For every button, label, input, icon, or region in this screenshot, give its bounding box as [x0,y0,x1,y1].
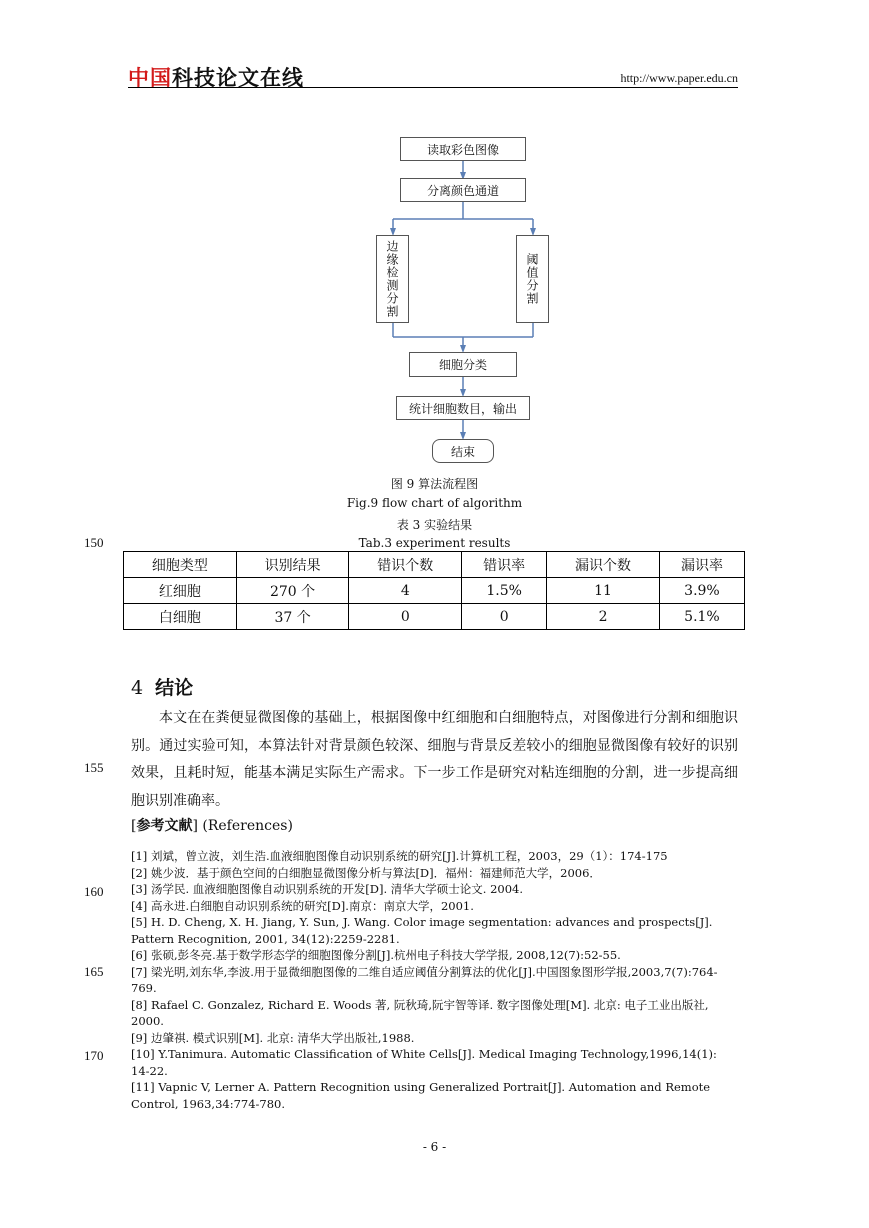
figure-caption-en: Fig.9 flow chart of algorithm [346,496,523,510]
figure-caption-cn: 图 9 算法流程图 [390,477,479,491]
table-cell: 0 [462,604,547,630]
reference-item: [1] 刘斌，曾立波，刘生浩.血液细胞图像自动识别系统的研究[J].计算机工程，2003，29（1）：174-175 [131,849,668,863]
table-row [124,604,745,630]
table-cell: 1.5% [462,578,547,604]
flow-step-count: 统计细胞数目，输出 [396,396,530,420]
results-table [123,551,745,630]
table-cell: 红细胞 [124,578,237,604]
reference-item: [7] 梁光明,刘东华,李波.用于显微细胞图像的二维自适应阈值分割算法的优化[J].中国图象图形学报,2003,7(7):764-769. [131,964,718,995]
reference-item: [9] 边肇祺. 模式识别[M]. 北京: 清华大学出版社,1988. [131,1030,415,1045]
flow-step-classify: 细胞分类 [409,352,517,377]
table-row [124,578,745,604]
table-cell: 37 个 [236,604,349,630]
table-cell: 3.9% [659,578,744,604]
table-cell: 0 [349,604,462,630]
reference-item: [2] 姚少波．基于颜色空间的白细胞显微图像分析与算法[D]．福州：福建师范大学，2006． [131,865,601,880]
table-caption-cn: 表 3 实验结果 [396,518,473,532]
conclusion-text: 本文在在粪便显微图像的基础上，根据图像中红细胞和白细胞特点，对图像进行分割和细胞识别。通过实验可知，本算法针对背景颜色较深、细胞与背景反差较小的细胞显微图像有较好的识别效果，且耗时短，能基本满足实际生产需求。下一步工作是研究对粘连细胞的分割，进一步提高细胞识别准确率。 [131,710,738,809]
flow-step-edge-detection: 边缘检测分割 [376,235,409,323]
table-cell: 11 [547,578,660,604]
table-header-cell: 错识率 [462,552,547,578]
table-cell: 2 [547,604,660,630]
line-number: 165 [84,964,104,979]
flow-step-read: 读取彩色图像 [400,137,526,161]
line-number: 170 [84,1048,104,1063]
reference-item: [5] H. D. Cheng, X. H. Jiang, Y. Sun, J. Wang. Color image segmentation: advances and prospects[J]. Pattern Recognition, 2001, 34(12):2259-2281. [131,915,713,946]
table-header-cell: 漏识个数 [547,552,660,578]
reference-item: [6] 张硕,彭冬亮.基于数学形态学的细胞图像分割[J].杭州电子科技大学学报, 2008,12(7):52-55. [131,948,621,962]
line-number: 150 [84,535,104,550]
references-heading: [参考文献] (References) [131,818,293,834]
reference-item: [11] Vapnic V, Lerner A. Pattern Recognition using Generalized Portrait[J]. Automation and Remote Control, 1963,34:774-780. [131,1080,711,1111]
header-url[interactable]: http://www.paper.edu.cn [620,71,738,85]
table-header-cell: 错识个数 [349,552,462,578]
conclusion-paragraph [131,705,738,815]
table-caption-en: Tab.3 experiment results [358,536,511,550]
reference-item: [3] 汤学民. 血液细胞图像自动识别系统的开发[D]. 清华大学硕士论文. 2004. [131,882,523,896]
table-cell: 4 [349,578,462,604]
reference-item: [8] Rafael C. Gonzalez, Richard E. Woods 著, 阮秋琦,阮宇智等译. 数字图像处理[M]. 北京: 电子工业出版社, 2000. [131,997,709,1028]
page-number: - 6 - [422,1140,447,1154]
flow-step-separate: 分离颜色通道 [400,178,526,202]
table-cell: 270 个 [236,578,349,604]
reference-item: [10] Y.Tanimura. Automatic Classification of White Cells[J]. Medical Imaging Technology,1996,14(1): 14-22. [131,1047,717,1078]
logo-black-text: 科技论文在线 [172,66,304,90]
flow-step-threshold: 阈值分割 [516,235,549,323]
line-number: 155 [84,760,104,775]
section-title: 结论 [155,677,194,699]
table-header-row [124,552,745,578]
table-header-cell: 漏识率 [659,552,744,578]
line-number: 160 [84,884,104,899]
flow-step-end: 结束 [432,439,494,463]
section-number: 4 [131,677,144,699]
table-cell: 5.1% [659,604,744,630]
table-cell: 白细胞 [124,604,237,630]
references-list [131,848,738,1112]
references-heading-cn: 参考文献 [136,818,193,834]
reference-item: [4] 高永进.白细胞自动识别系统的研究[D].南京：南京大学，2001. [131,898,474,913]
section-heading [131,673,193,700]
table-header-cell: 识别结果 [236,552,349,578]
table-header-cell: 细胞类型 [124,552,237,578]
references-heading-en: (References) [202,818,293,834]
logo-red-text: 中国 [128,66,172,90]
